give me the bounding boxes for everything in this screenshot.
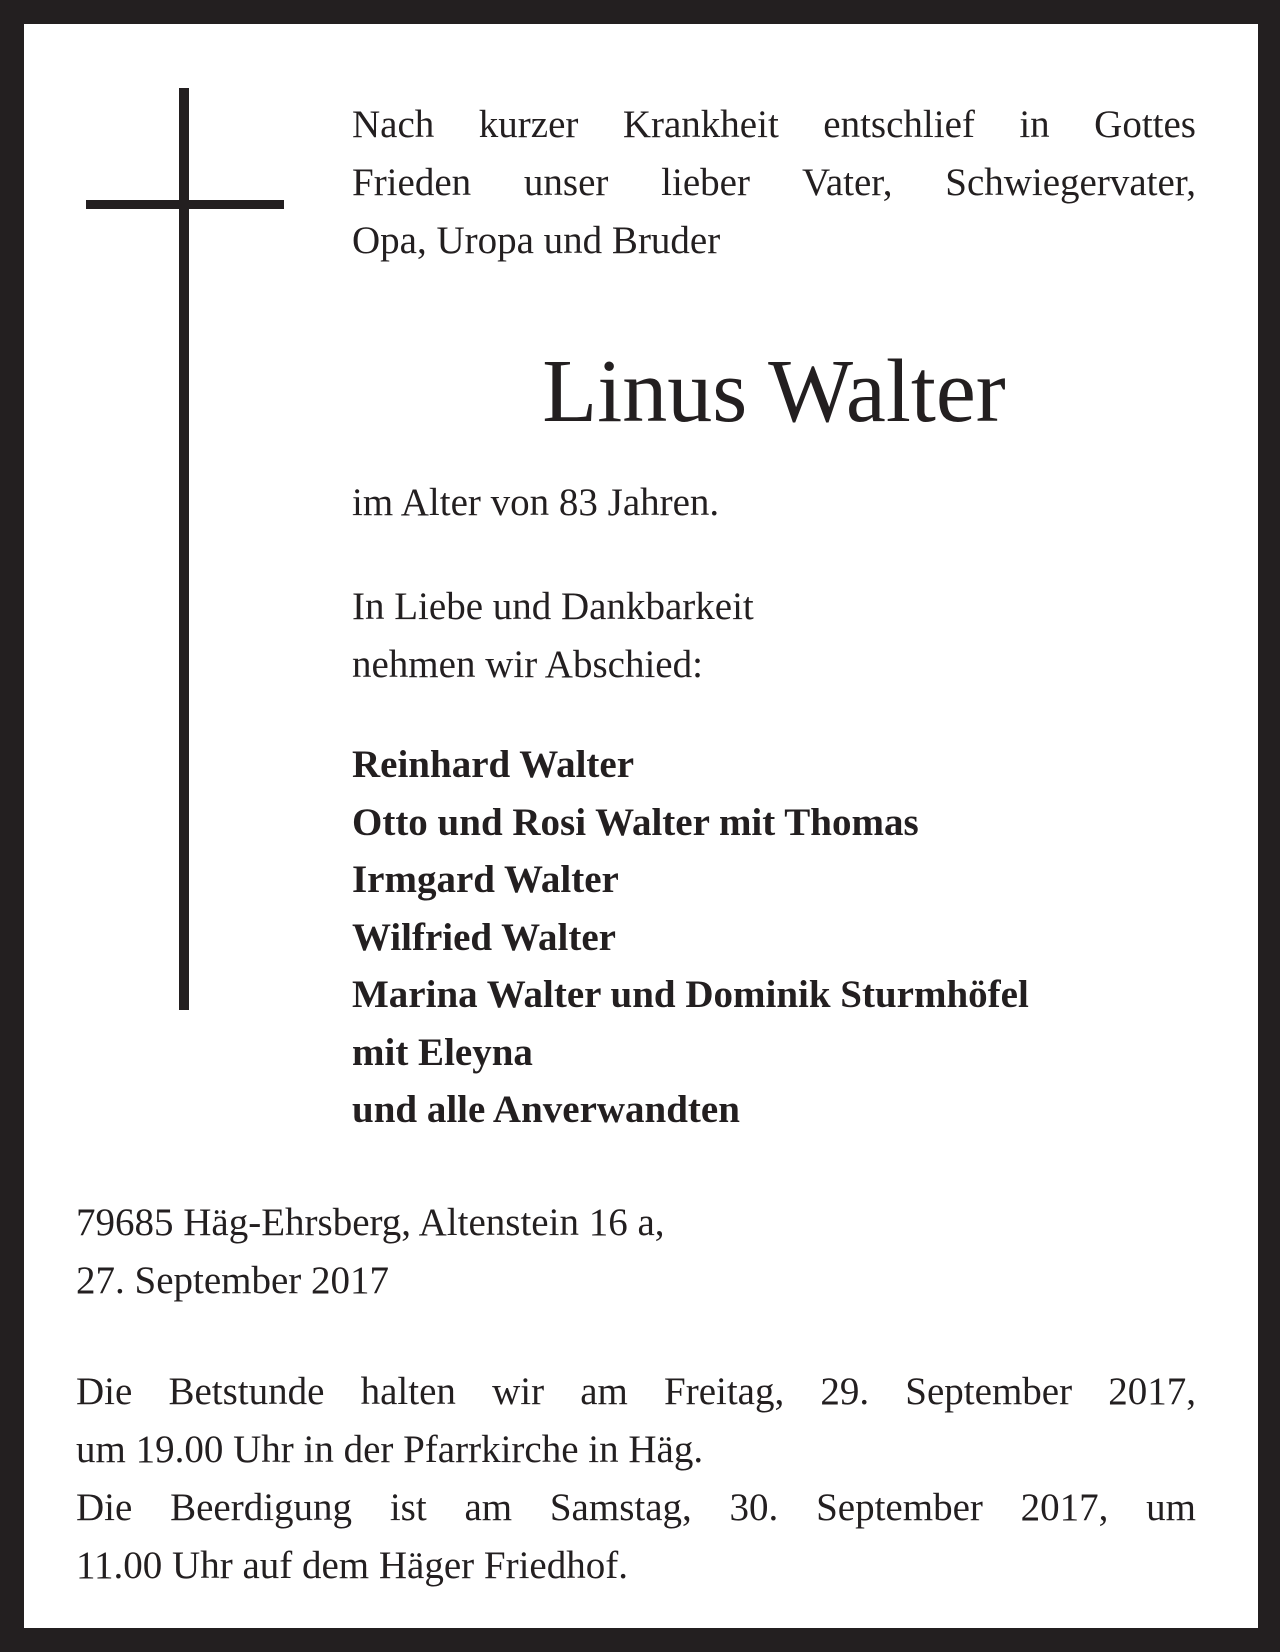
mourner-name: Irmgard Walter <box>352 858 619 901</box>
cross-horizontal-bar <box>86 200 284 209</box>
mourner-name: mit Eleyna <box>352 1030 533 1074</box>
intro-line: Nach kurzer Krankheit entschlief in Gottes <box>352 103 1196 146</box>
cross-vertical-bar <box>179 88 189 1010</box>
ceremony-line: Die Betstunde halten wir am Freitag, 29. September 2017, <box>76 1370 1196 1413</box>
mourner-name: und alle Anverwandten <box>352 1088 740 1131</box>
ceremony-line: 11.00 Uhr auf dem Häger Friedhof. <box>76 1544 628 1587</box>
intro-line: Frieden unser lieber Vater, Schwiegervater, <box>352 161 1196 204</box>
mourner-name: Reinhard Walter <box>352 743 635 786</box>
age-line: im Alter von 83 Jahren. <box>352 481 720 524</box>
intro-text <box>352 96 1196 270</box>
mourner-name: Wilfried Walter <box>352 915 616 959</box>
ceremony-details <box>76 1363 1196 1595</box>
mourner-name: Otto und Rosi Walter mit Thomas <box>352 800 919 844</box>
obituary-notice <box>24 24 1258 1628</box>
address-line: 79685 Häg-Ehrsberg, Altenstein 16 a, <box>76 1201 665 1244</box>
farewell-text <box>352 578 754 694</box>
farewell-line: In Liebe und Dankbarkeit <box>352 585 754 628</box>
ceremony-line: um 19.00 Uhr in der Pfarrkirche in Häg. <box>76 1428 704 1471</box>
date-line: 27. September 2017 <box>76 1259 390 1302</box>
address-and-date <box>76 1194 665 1310</box>
ceremony-line: Die Beerdigung ist am Samstag, 30. September 2017, um <box>76 1486 1196 1529</box>
farewell-line: nehmen wir Abschied: <box>352 643 703 686</box>
mourner-name: Marina Walter und Dominik Sturmhöfel <box>352 973 1029 1016</box>
mourners-list <box>352 736 1029 1139</box>
intro-line: Opa, Uropa und Bruder <box>352 219 721 262</box>
deceased-name: Linus Walter <box>542 342 1006 441</box>
